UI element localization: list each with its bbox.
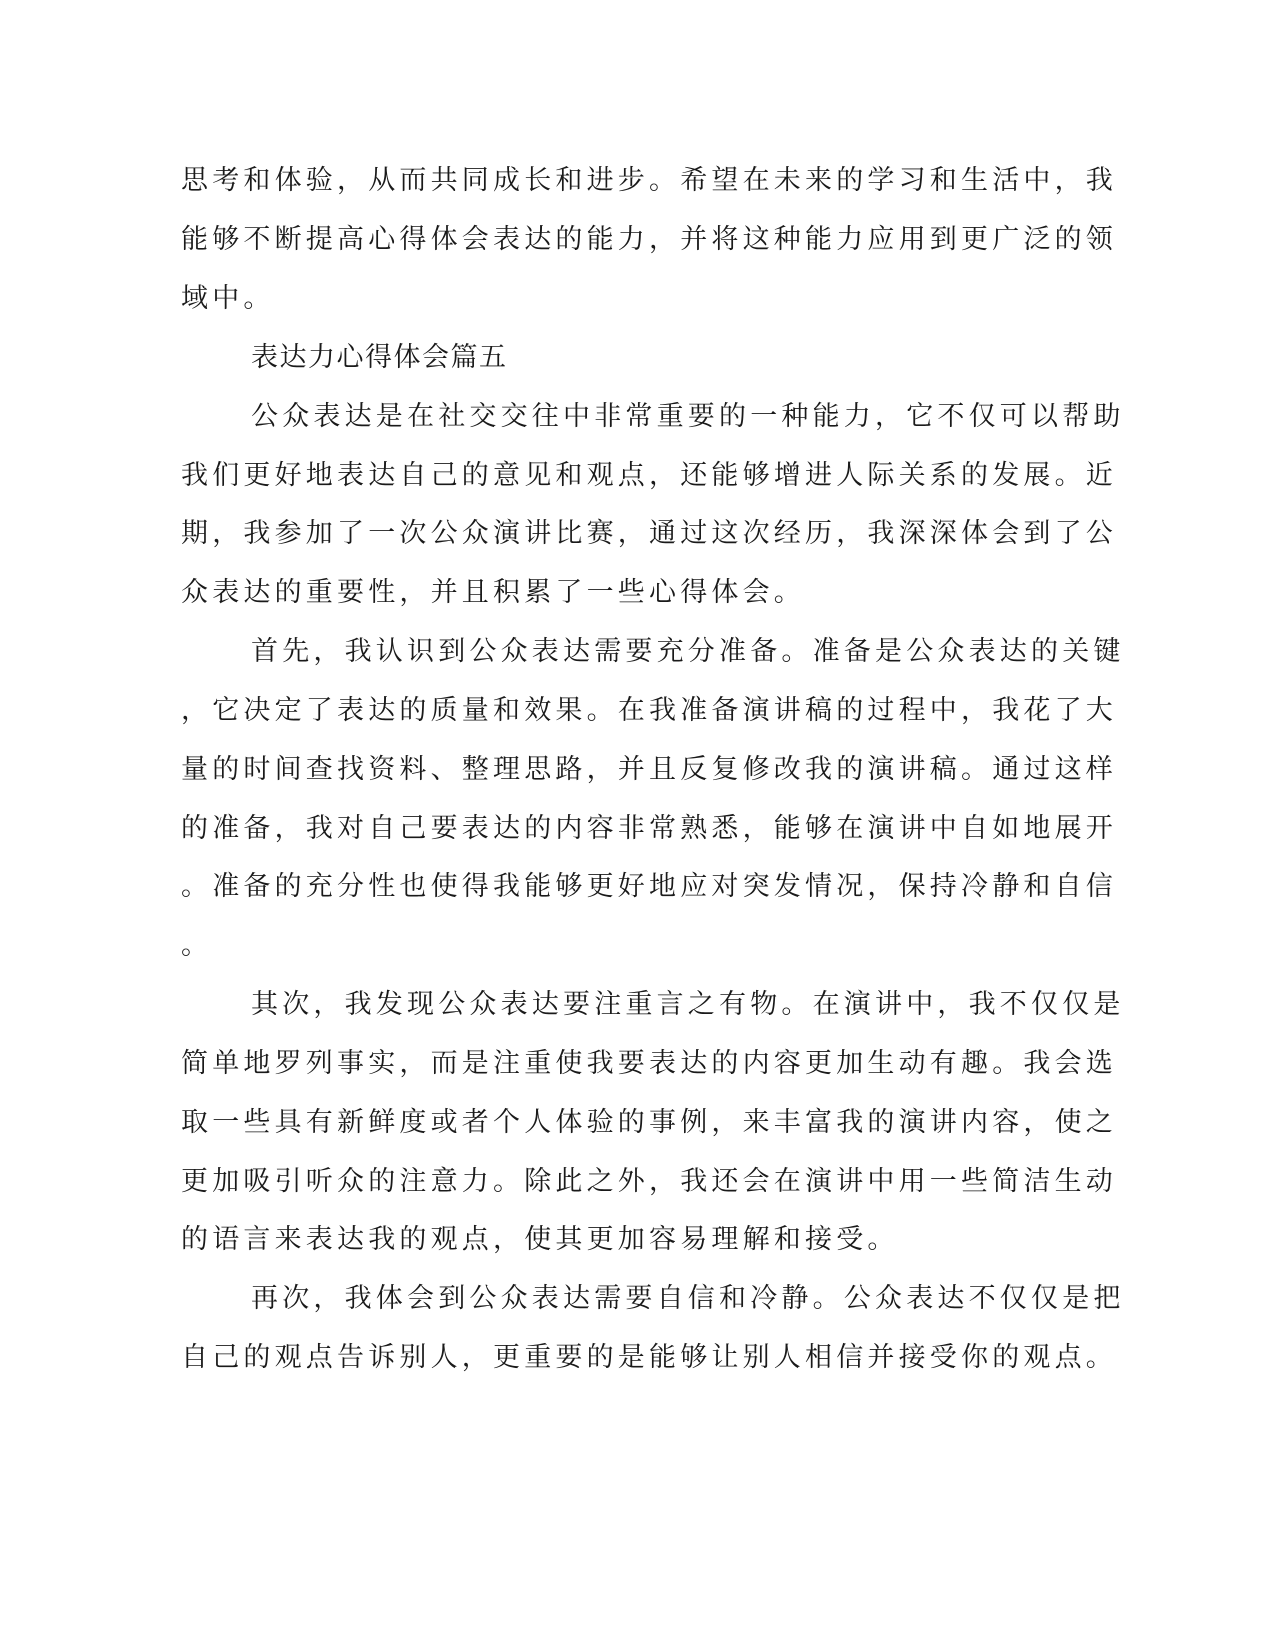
paragraph-line: 我们更好地表达自己的意见和观点，还能够增进人际关系的发展。近: [181, 460, 1117, 491]
paragraph-line: ，它决定了表达的质量和效果。在我准备演讲稿的过程中，我花了大: [181, 695, 1117, 726]
paragraph-line: 量的时间查找资料、整理思路，并且反复修改我的演讲稿。通过这样: [181, 754, 1117, 785]
paragraph-line: 自己的观点告诉别人，更重要的是能够让别人相信并接受你的观点。: [181, 1342, 1117, 1373]
paragraph-line: 其次，我发现公众表达要注重言之有物。在演讲中，我不仅仅是: [251, 989, 1125, 1020]
paragraph-line: 公众表达是在社交交往中非常重要的一种能力，它不仅可以帮助: [251, 401, 1125, 432]
paragraph-line: 简单地罗列事实，而是注重使我要表达的内容更加生动有趣。我会选: [181, 1048, 1117, 1079]
paragraph-line: 再次，我体会到公众表达需要自信和冷静。公众表达不仅仅是把: [251, 1283, 1125, 1314]
paragraph-line: 能够不断提高心得体会表达的能力，并将这种能力应用到更广泛的领: [181, 224, 1117, 255]
section-heading: 表达力心得体会篇五: [251, 342, 508, 373]
paragraph-line: 期，我参加了一次公众演讲比赛，通过这次经历，我深深体会到了公: [181, 518, 1117, 549]
paragraph-line: 众表达的重要性，并且积累了一些心得体会。: [181, 577, 805, 608]
paragraph-line: 的准备，我对自己要表达的内容非常熟悉，能够在演讲中自如地展开: [181, 813, 1117, 844]
paragraph-line: 的语言来表达我的观点，使其更加容易理解和接受。: [181, 1224, 899, 1255]
paragraph-line: 思考和体验，从而共同成长和进步。希望在未来的学习和生活中，我: [181, 165, 1117, 196]
paragraph-line: 首先，我认识到公众表达需要充分准备。准备是公众表达的关键: [251, 636, 1125, 667]
paragraph-line: 取一些具有新鲜度或者个人体验的事例，来丰富我的演讲内容，使之: [181, 1107, 1117, 1138]
paragraph-line: 。: [181, 930, 213, 961]
paragraph-line: 。准备的充分性也使得我能够更好地应对突发情况，保持冷静和自信: [181, 871, 1117, 902]
paragraph-line: 更加吸引听众的注意力。除此之外，我还会在演讲中用一些简洁生动: [181, 1166, 1117, 1197]
paragraph-line: 域中。: [181, 283, 275, 314]
